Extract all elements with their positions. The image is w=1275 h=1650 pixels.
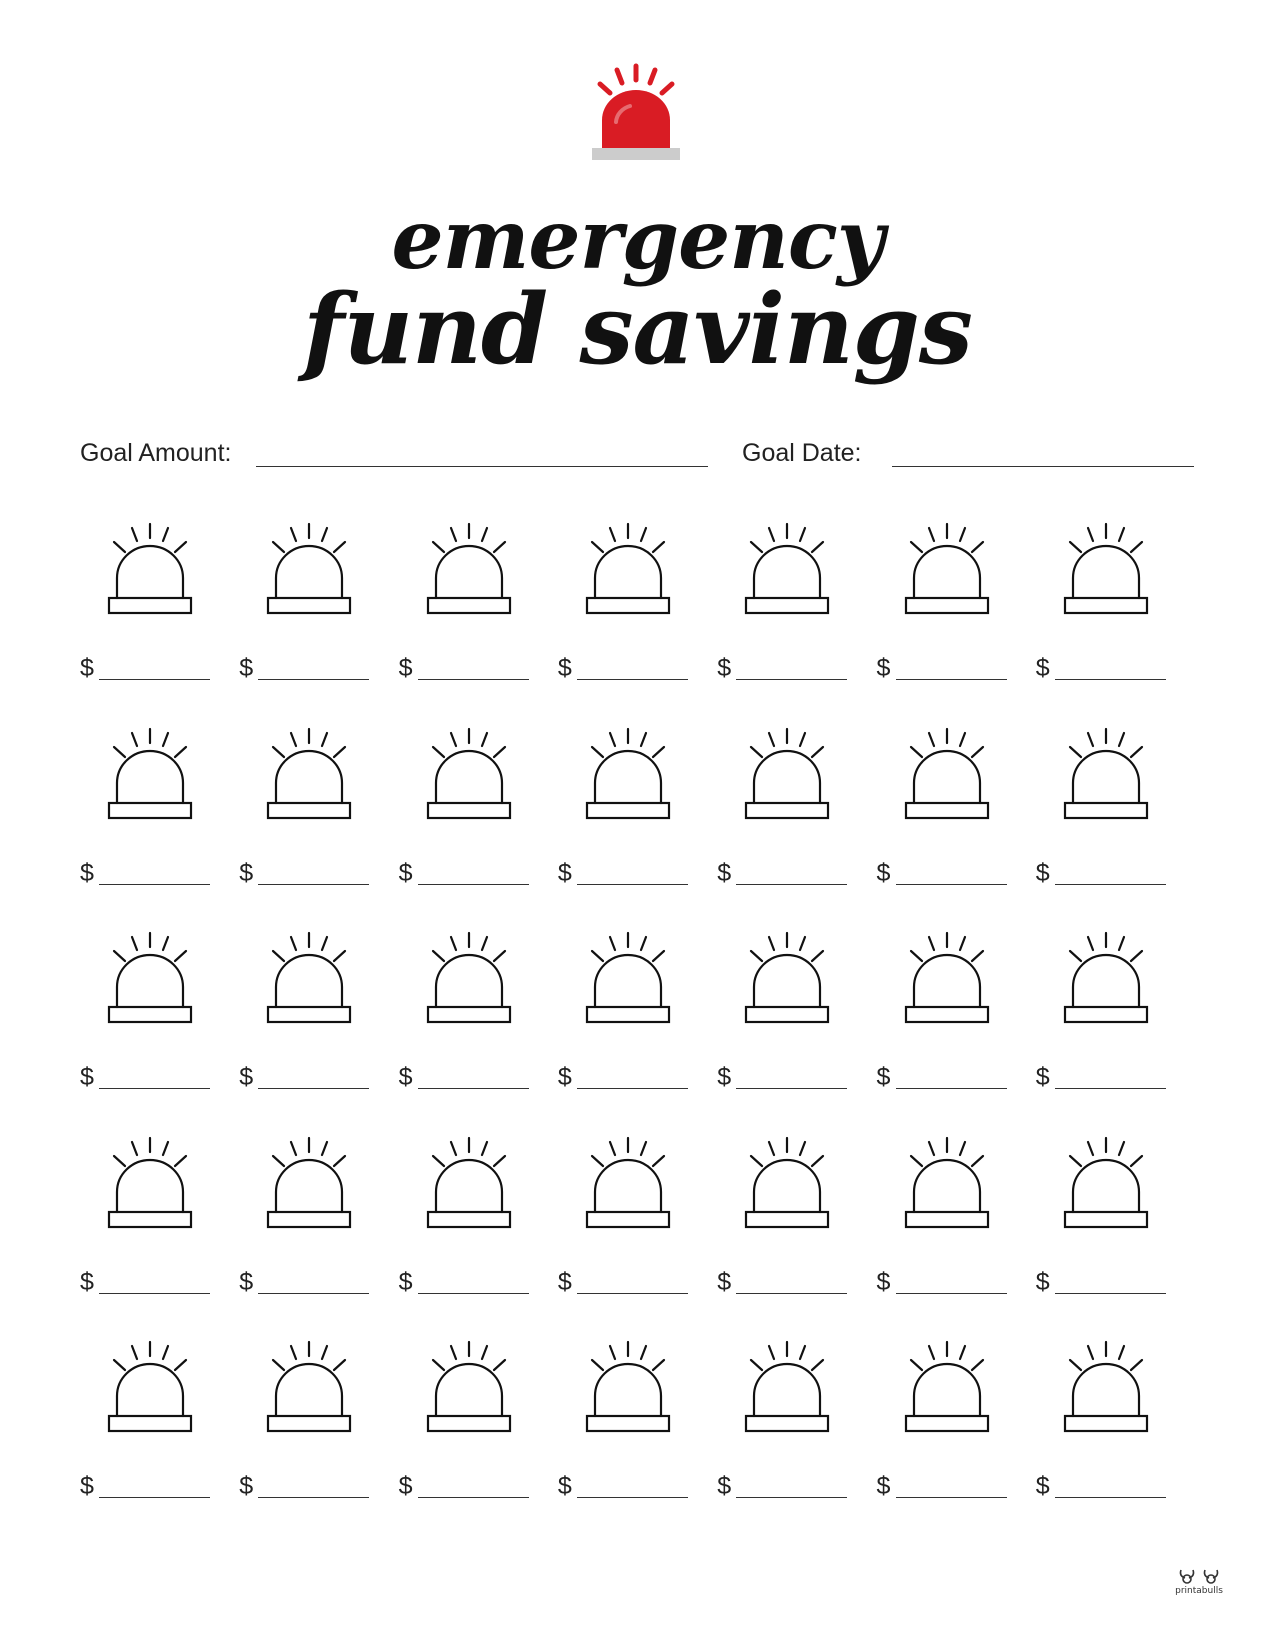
- amount-field[interactable]: [1036, 653, 1166, 687]
- siren-outline-icon: [899, 1136, 995, 1242]
- bull-logo-icon: [1177, 1566, 1221, 1586]
- amount-field[interactable]: [877, 1471, 1007, 1505]
- siren-outline-icon: [261, 522, 357, 628]
- amount-line[interactable]: [258, 679, 369, 680]
- dollar-sign: $: [876, 858, 891, 887]
- savings-cell[interactable]: [239, 727, 379, 907]
- amount-field[interactable]: [239, 858, 369, 892]
- dollar-sign: $: [717, 1063, 732, 1091]
- amount-field[interactable]: [399, 1062, 529, 1096]
- savings-cell[interactable]: [239, 1340, 379, 1520]
- siren-outline-icon: [580, 931, 676, 1037]
- savings-cell[interactable]: [877, 1136, 1017, 1316]
- savings-cell[interactable]: [717, 522, 857, 702]
- amount-field[interactable]: [239, 653, 369, 687]
- savings-cell[interactable]: [80, 1340, 220, 1520]
- amount-line[interactable]: [896, 679, 1007, 680]
- siren-outline-icon: [261, 1340, 357, 1446]
- dollar-sign: $: [557, 1472, 572, 1500]
- page-title-line-2: fund savings: [303, 273, 972, 386]
- amount-line[interactable]: [577, 884, 688, 885]
- dollar-sign: $: [1035, 1063, 1050, 1091]
- savings-cell[interactable]: [717, 1136, 857, 1316]
- dollar-sign: $: [239, 858, 254, 887]
- amount-line[interactable]: [736, 884, 847, 885]
- amount-line[interactable]: [577, 1497, 688, 1498]
- dollar-sign: $: [1035, 1472, 1050, 1500]
- dollar-sign: $: [80, 1267, 94, 1296]
- savings-cell[interactable]: [717, 727, 857, 907]
- amount-line[interactable]: [577, 1088, 688, 1089]
- goal-date-label: Goal Date:: [742, 439, 862, 467]
- dollar-sign: $: [398, 1063, 413, 1091]
- dollar-sign: $: [717, 654, 732, 682]
- dollar-sign: $: [80, 1063, 94, 1091]
- siren-outline-icon: [1058, 727, 1154, 833]
- amount-line[interactable]: [258, 884, 369, 885]
- savings-cell[interactable]: [239, 522, 379, 702]
- siren-outline-icon: [261, 727, 357, 833]
- siren-outline-icon: [421, 931, 517, 1037]
- savings-cell[interactable]: [1036, 522, 1176, 702]
- dollar-sign: $: [239, 1063, 254, 1091]
- siren-outline-icon: [421, 522, 517, 628]
- dollar-sign: $: [80, 858, 94, 887]
- siren-outline-icon: [1058, 522, 1154, 628]
- amount-line[interactable]: [1055, 679, 1166, 680]
- dollar-sign: $: [398, 1267, 413, 1296]
- siren-outline-icon: [421, 1340, 517, 1446]
- amount-field[interactable]: [717, 1471, 847, 1505]
- siren-outline-icon: [580, 1136, 676, 1242]
- siren-outline-icon: [580, 1340, 676, 1446]
- amount-field[interactable]: [399, 1267, 529, 1301]
- amount-field[interactable]: [239, 1062, 369, 1096]
- amount-line[interactable]: [896, 1293, 1007, 1294]
- amount-line[interactable]: [1055, 1497, 1166, 1498]
- amount-field[interactable]: [80, 858, 210, 892]
- brand-name: printabulls: [1175, 1586, 1223, 1596]
- dollar-sign: $: [876, 1472, 891, 1500]
- amount-line[interactable]: [736, 1088, 847, 1089]
- amount-field[interactable]: [1036, 1471, 1166, 1505]
- amount-field[interactable]: [717, 653, 847, 687]
- goal-date-line[interactable]: [892, 466, 1194, 467]
- amount-field[interactable]: [80, 653, 210, 687]
- amount-line[interactable]: [418, 1497, 529, 1498]
- amount-field[interactable]: [877, 1062, 1007, 1096]
- dollar-sign: $: [717, 1267, 732, 1296]
- amount-line[interactable]: [99, 1088, 210, 1089]
- siren-outline-icon: [102, 522, 198, 628]
- siren-outline-icon: [899, 1340, 995, 1446]
- amount-line[interactable]: [418, 679, 529, 680]
- siren-outline-icon: [1058, 1136, 1154, 1242]
- amount-line[interactable]: [418, 1293, 529, 1294]
- amount-field[interactable]: [717, 858, 847, 892]
- savings-cell[interactable]: [717, 1340, 857, 1520]
- siren-outline-icon: [1058, 1340, 1154, 1446]
- dollar-sign: $: [1035, 654, 1050, 682]
- goal-amount-label: Goal Amount:: [80, 439, 232, 467]
- siren-outline-icon: [899, 931, 995, 1037]
- amount-field[interactable]: [558, 653, 688, 687]
- savings-cell[interactable]: [399, 1136, 539, 1316]
- savings-cell[interactable]: [239, 1136, 379, 1316]
- amount-line[interactable]: [99, 884, 210, 885]
- savings-cell[interactable]: [399, 727, 539, 907]
- savings-cell[interactable]: [399, 522, 539, 702]
- amount-field[interactable]: [558, 1062, 688, 1096]
- siren-outline-icon: [739, 931, 835, 1037]
- amount-line[interactable]: [1055, 1293, 1166, 1294]
- dollar-sign: $: [80, 1472, 94, 1500]
- amount-field[interactable]: [558, 858, 688, 892]
- siren-outline-icon: [261, 931, 357, 1037]
- dollar-sign: $: [557, 654, 572, 682]
- amount-line[interactable]: [258, 1088, 369, 1089]
- dollar-sign: $: [239, 1267, 254, 1296]
- page-title-line-1: emergency: [391, 192, 884, 288]
- savings-cell[interactable]: [1036, 1136, 1176, 1316]
- amount-field[interactable]: [1036, 858, 1166, 892]
- savings-cell[interactable]: [1036, 931, 1176, 1111]
- siren-outline-icon: [102, 1136, 198, 1242]
- amount-line[interactable]: [1055, 884, 1166, 885]
- savings-cell[interactable]: [558, 727, 698, 907]
- amount-line[interactable]: [418, 1088, 529, 1089]
- amount-field[interactable]: [399, 1471, 529, 1505]
- goal-amount-line[interactable]: [256, 466, 708, 467]
- savings-cell[interactable]: [877, 522, 1017, 702]
- dollar-sign: $: [717, 858, 732, 887]
- savings-cell[interactable]: [877, 931, 1017, 1111]
- amount-field[interactable]: [239, 1471, 369, 1505]
- amount-field[interactable]: [717, 1267, 847, 1301]
- savings-cell[interactable]: [558, 1340, 698, 1520]
- siren-outline-icon: [261, 1136, 357, 1242]
- savings-cell[interactable]: [1036, 1340, 1176, 1520]
- siren-outline-icon: [421, 1136, 517, 1242]
- amount-field[interactable]: [558, 1471, 688, 1505]
- siren-outline-icon: [1058, 931, 1154, 1037]
- goal-amount-field[interactable]: [80, 438, 710, 478]
- savings-cell[interactable]: [80, 727, 220, 907]
- siren-outline-icon: [580, 522, 676, 628]
- savings-cell[interactable]: [399, 931, 539, 1111]
- amount-line[interactable]: [1055, 1088, 1166, 1089]
- amount-line[interactable]: [577, 1293, 688, 1294]
- dollar-sign: $: [80, 654, 94, 682]
- amount-line[interactable]: [258, 1497, 369, 1498]
- amount-line[interactable]: [99, 1497, 210, 1498]
- siren-outline-icon: [739, 1340, 835, 1446]
- amount-field[interactable]: [717, 1062, 847, 1096]
- savings-cell[interactable]: [1036, 727, 1176, 907]
- amount-line[interactable]: [896, 884, 1007, 885]
- siren-outline-icon: [899, 522, 995, 628]
- siren-outline-icon: [580, 727, 676, 833]
- amount-line[interactable]: [736, 1497, 847, 1498]
- amount-line[interactable]: [577, 679, 688, 680]
- savings-cell[interactable]: [877, 727, 1017, 907]
- amount-field[interactable]: [399, 858, 529, 892]
- amount-line[interactable]: [896, 1497, 1007, 1498]
- amount-line[interactable]: [258, 1293, 369, 1294]
- savings-cell[interactable]: [558, 522, 698, 702]
- amount-field[interactable]: [877, 653, 1007, 687]
- amount-line[interactable]: [896, 1088, 1007, 1089]
- siren-outline-icon: [102, 1340, 198, 1446]
- siren-outline-icon: [739, 522, 835, 628]
- dollar-sign: $: [398, 858, 413, 887]
- savings-cell[interactable]: [80, 522, 220, 702]
- amount-field[interactable]: [558, 1267, 688, 1301]
- amount-field[interactable]: [80, 1471, 210, 1505]
- amount-field[interactable]: [1036, 1267, 1166, 1301]
- dollar-sign: $: [557, 1063, 572, 1091]
- dollar-sign: $: [239, 1472, 254, 1500]
- amount-field[interactable]: [1036, 1062, 1166, 1096]
- amount-field[interactable]: [399, 653, 529, 687]
- dollar-sign: $: [557, 858, 572, 887]
- dollar-sign: $: [717, 1472, 732, 1500]
- goal-date-field[interactable]: [742, 438, 1194, 478]
- siren-outline-icon: [739, 1136, 835, 1242]
- savings-cell[interactable]: [239, 931, 379, 1111]
- dollar-sign: $: [398, 654, 413, 682]
- siren-outline-icon: [739, 727, 835, 833]
- savings-cell[interactable]: [80, 931, 220, 1111]
- savings-cell[interactable]: [717, 931, 857, 1111]
- amount-field[interactable]: [877, 1267, 1007, 1301]
- savings-cell[interactable]: [877, 1340, 1017, 1520]
- savings-cell[interactable]: [558, 931, 698, 1111]
- dollar-sign: $: [239, 654, 254, 682]
- amount-line[interactable]: [99, 679, 210, 680]
- amount-line[interactable]: [99, 1293, 210, 1294]
- savings-cell[interactable]: [80, 1136, 220, 1316]
- amount-field[interactable]: [80, 1267, 210, 1301]
- siren-outline-icon: [421, 727, 517, 833]
- amount-field[interactable]: [239, 1267, 369, 1301]
- brand-logo: [1168, 1566, 1230, 1606]
- red-siren-icon: [582, 62, 690, 172]
- amount-line[interactable]: [418, 884, 529, 885]
- amount-field[interactable]: [80, 1062, 210, 1096]
- savings-cell[interactable]: [558, 1136, 698, 1316]
- dollar-sign: $: [557, 1267, 572, 1296]
- dollar-sign: $: [876, 1063, 891, 1091]
- amount-field[interactable]: [877, 858, 1007, 892]
- amount-line[interactable]: [736, 679, 847, 680]
- siren-outline-icon: [899, 727, 995, 833]
- siren-outline-icon: [102, 931, 198, 1037]
- dollar-sign: $: [876, 1267, 891, 1296]
- dollar-sign: $: [1035, 1267, 1050, 1296]
- dollar-sign: $: [1035, 858, 1050, 887]
- dollar-sign: $: [398, 1472, 413, 1500]
- savings-cell[interactable]: [399, 1340, 539, 1520]
- siren-outline-icon: [102, 727, 198, 833]
- dollar-sign: $: [876, 654, 891, 682]
- amount-line[interactable]: [736, 1293, 847, 1294]
